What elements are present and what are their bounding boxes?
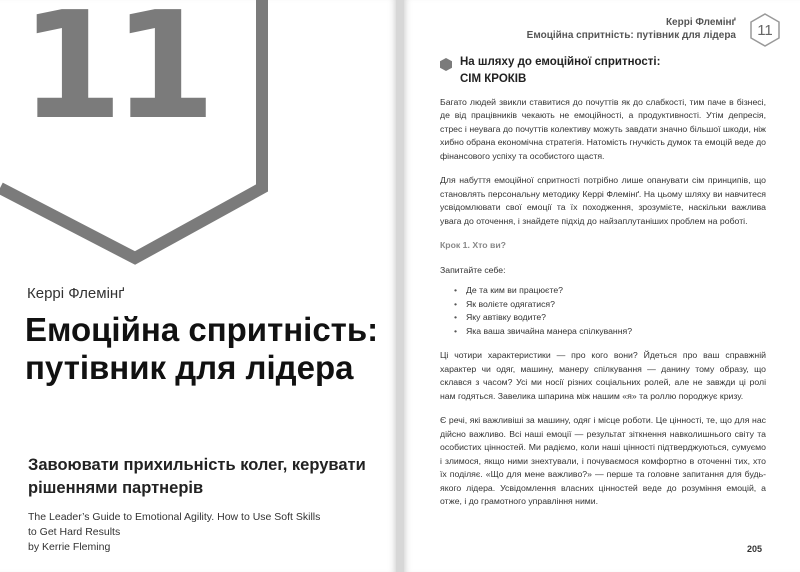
- original-edition-info: [28, 510, 348, 556]
- list-item: • Яка ваша звичайна манера спілкування?: [466, 325, 766, 338]
- section-title-line2: СІМ КРОКІВ: [460, 72, 527, 85]
- prompt-text: Запитайте себе:: [440, 264, 506, 275]
- book-title: Емоційна спритність: путівник для лідера: [25, 311, 379, 386]
- page-number: 205: [746, 544, 762, 554]
- author-name: Керрі Флемінґ: [27, 285, 125, 302]
- left-page: [0, 0, 396, 572]
- right-page: [404, 0, 800, 572]
- hexagon-bullet-icon: [440, 58, 452, 71]
- running-head-title: Емоційна спритність: путівник для лідера: [526, 30, 736, 41]
- original-line: by Kerrie Fleming: [28, 541, 111, 554]
- question-list: [440, 284, 766, 338]
- paragraph: Ці чотири характеристики — про кого вони? Йдеться про ваш справжній характер чи одяг, машину, манеру спілкування — данину тому образу, що склався з часом? Усі ми носії різних соціальних ролей, але не завжди ці ролі нам годяться. Завелика шпарина між нашим «я» та роллю породжує кризу.: [440, 350, 766, 401]
- book-gutter: [396, 0, 404, 572]
- list-item: • Яку автівку водите?: [466, 311, 766, 324]
- section-title: [460, 54, 740, 87]
- section-title-line1: На шляху до емоційної спритності:: [460, 56, 661, 68]
- original-line: to Get Hard Results: [28, 526, 121, 539]
- list-item: • Де та ким ви працюєте?: [466, 284, 766, 297]
- running-head-chapter: 11: [757, 21, 773, 39]
- paragraph: Багато людей звикли ставитися до почуттів як до слабкості, тим паче в бізнесі, де від працівників чекають не емоційності, а продуктивності. Утім депресія, стрес і неувага до почуттів колективу можуть завдати значно більшої шкоди, ніж хибно обрана економічна стратегія. Натомість гнучкість думок та емоцій веде до фінансового успіху та особистого щастя.: [440, 97, 766, 161]
- original-line: The Leader’s Guide to Emotional Agility. How to Use Soft Skills: [28, 511, 321, 523]
- list-item: • Як волієте одягатися?: [466, 298, 766, 311]
- paragraph: Для набуття емоційної спритності потрібно лише опанувати сім принципів, що становлять персональну методику Керрі Флемінґ. На цьому шляху ви навчитеся усвідомлювати свої емоції та їх походження, зрозумієте, наскільки важлива увага до оточення, і знайдете підхід до найзаплутаніших проблем на роботі.: [440, 175, 766, 226]
- step-heading: Крок 1. Хто ви?: [440, 240, 506, 251]
- body-text: [440, 96, 766, 520]
- chapter-number-large: 11: [20, 0, 206, 152]
- book-subtitle: Завоювати прихильність колег, керувати рішеннями партнерів: [28, 456, 366, 498]
- running-head-author: Керрі Флемінґ: [665, 17, 736, 28]
- section-heading: [440, 54, 740, 87]
- paragraph: Є речі, які важливіші за машину, одяг і місце роботи. Це цінності, те, що для нас дійсно важливо. Всі наші емоції — результат зіткнення навколишнього світу та особистих цінностей. Ми радіємо, коли наші цінності підтверджуються, сумуємо і злимося, якщо ними знехтували, і почуваємося комфортно в оточенні тих, хто їх поділяє. «Що для мене важливо?» — перше та головне запитання для будь-якого лідера. Усвідомлення власних цінностей веде до розуміння емоцій, а отже, і до грамотного управління ними.: [440, 415, 766, 507]
- running-head: [527, 16, 736, 42]
